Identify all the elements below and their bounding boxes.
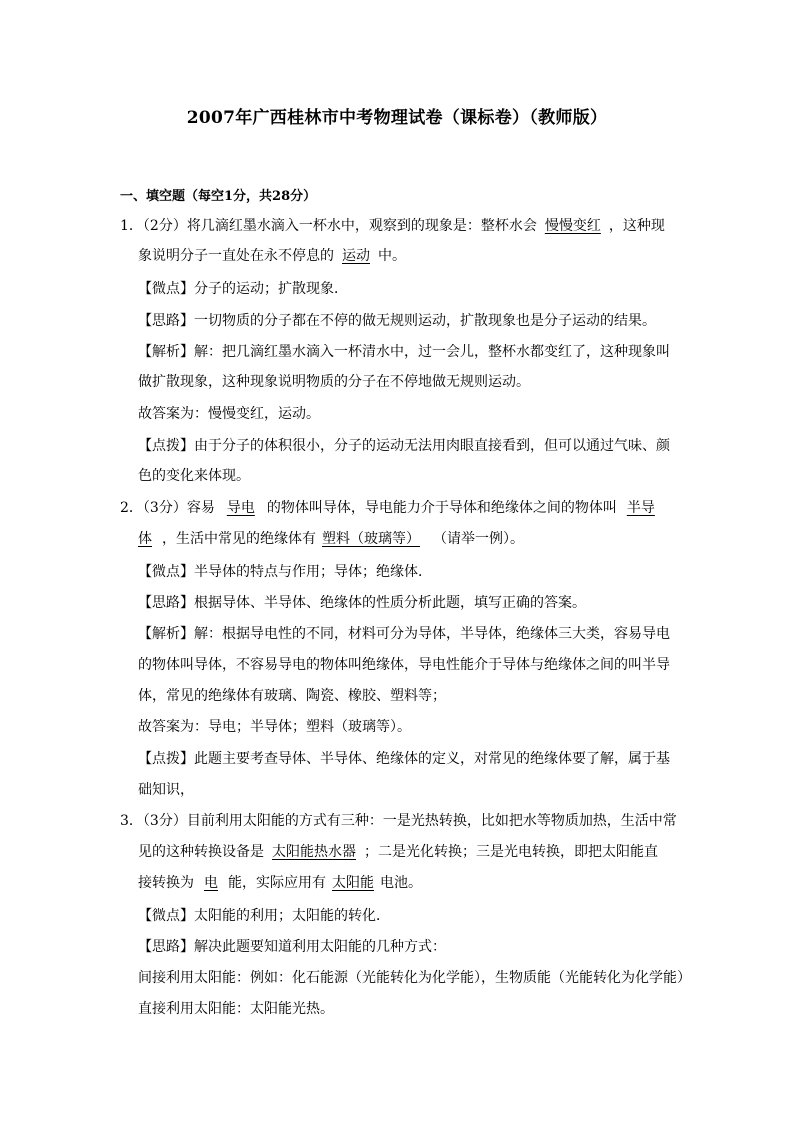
q2-jiexi-line1: 【解析】解：根据导电性的不同，材料可分为导体，半导体，绝缘体三大类，容易导电 bbox=[138, 626, 670, 642]
q1-answer: 故答案为：慢慢变红，运动。 bbox=[138, 406, 320, 422]
q2-dianbo-line1: 【点拨】此题主要考查导体、半导体、绝缘体的定义，对常见的绝缘体要了解，属于基 bbox=[138, 751, 670, 767]
q1-answer-blank-2: 运动 bbox=[342, 248, 370, 264]
q2-text: 2．（3分）容易 bbox=[120, 500, 215, 516]
q2-line1 bbox=[120, 498, 657, 518]
q3-text: 能，实际应用有 bbox=[228, 875, 326, 891]
q3-answer-blank-3: 太阳能 bbox=[332, 875, 374, 891]
q3-answer-blank-2: 电 bbox=[204, 875, 218, 891]
q2-dianbo-line2: 础知识， bbox=[138, 782, 194, 798]
q2-jiexi-line2: 的物体叫导体，不容易导电的物体叫绝缘体，导电性能介于导体与绝缘体之间的叫半导 bbox=[138, 657, 670, 673]
q2-answer-blank-2b: 体 bbox=[138, 531, 152, 547]
page-title: 2007年广西桂林市中考物理试卷（课标卷）（教师版） bbox=[186, 108, 608, 128]
q2-answer-blank-1: 导电 bbox=[226, 500, 255, 516]
q1-jiexi-line2: 做扩散现象，这种现象说明物质的分子在不停地做无规则运动。 bbox=[138, 374, 530, 390]
q3-weidian: 【微点】太阳能的利用；太阳能的转化． bbox=[138, 908, 390, 924]
q3-text: 见的这种转换设备是 bbox=[138, 844, 264, 860]
q3-text: 电池。 bbox=[380, 875, 422, 891]
q2-text: （请举一例）。 bbox=[440, 531, 524, 547]
q2-weidian: 【微点】半导体的特点与作用；导体；绝缘体． bbox=[138, 564, 432, 580]
q1-jiexi-line1: 【解析】解：把几滴红墨水滴入一杯清水中，过一会儿，整杯水都变红了，这种现象叫 bbox=[138, 344, 670, 360]
q1-dianbo-line2: 色的变化来体现。 bbox=[138, 468, 250, 484]
q3-indirect-use: 间接利用太阳能：例如：化石能源（光能转化为化学能），生物质能（光能转化为化学能） bbox=[138, 970, 691, 986]
q3-direct-use: 直接利用太阳能：太阳能光热。 bbox=[138, 1001, 334, 1017]
q2-silu: 【思路】根据导体、半导体、绝缘体的性质分析此题，填写正确的答案。 bbox=[138, 595, 586, 611]
q3-line3 bbox=[138, 873, 422, 893]
q3-silu: 【思路】解决此题要知道利用太阳能的几种方式： bbox=[138, 939, 446, 955]
q1-text: 1．（2分）将几滴红墨水滴入一杯水中，观察到的现象是：整杯水会 bbox=[120, 218, 537, 234]
q3-line2 bbox=[138, 842, 658, 862]
q1-text: 象说明分子一直处在永不停息的 bbox=[138, 248, 334, 264]
q1-line2 bbox=[138, 246, 406, 266]
q2-answer-blank-2a: 半导 bbox=[626, 500, 655, 516]
q1-answer-blank-1: 慢慢变红 bbox=[544, 218, 601, 234]
q2-answer: 故答案为：导电；半导体；塑料（玻璃等）。 bbox=[138, 719, 411, 735]
q1-line1 bbox=[120, 216, 665, 236]
q2-text: ，生活中常见的绝缘体有 bbox=[162, 531, 316, 547]
q3-text: ；二是光化转换；三是光电转换，即把太阳能直 bbox=[364, 844, 658, 860]
q1-text: 中。 bbox=[378, 248, 406, 264]
q3-answer-blank-1: 太阳能热水器 bbox=[272, 844, 356, 860]
section-heading: 一、填空题（每空1分，共28分） bbox=[120, 189, 317, 204]
q3-line1: 3．（3分）目前利用太阳能的方式有三种：一是光热转换，比如把水等物质加热，生活中常 bbox=[120, 813, 677, 829]
q1-silu: 【思路】一切物质的分子都在不停的做无规则运动，扩散现象也是分子运动的结果。 bbox=[138, 313, 656, 329]
q3-text: 接转换为 bbox=[138, 875, 194, 891]
q1-dianbo-line1: 【点拨】由于分子的体积很小，分子的运动无法用肉眼直接看到，但可以通过气味、颜 bbox=[138, 438, 670, 454]
q1-weidian: 【微点】分子的运动；扩散现象． bbox=[138, 281, 348, 297]
q2-jiexi-line3: 体，常见的绝缘体有玻璃、陶瓷、橡胶、塑料等； bbox=[138, 688, 446, 704]
q2-text: 的物体叫导体，导电能力介于导体和绝缘体之间的物体叫 bbox=[266, 500, 617, 516]
q2-answer-blank-3: 塑料（玻璃等） bbox=[322, 531, 420, 547]
q2-line2 bbox=[138, 529, 524, 549]
q1-text: ，这种现 bbox=[608, 218, 665, 234]
